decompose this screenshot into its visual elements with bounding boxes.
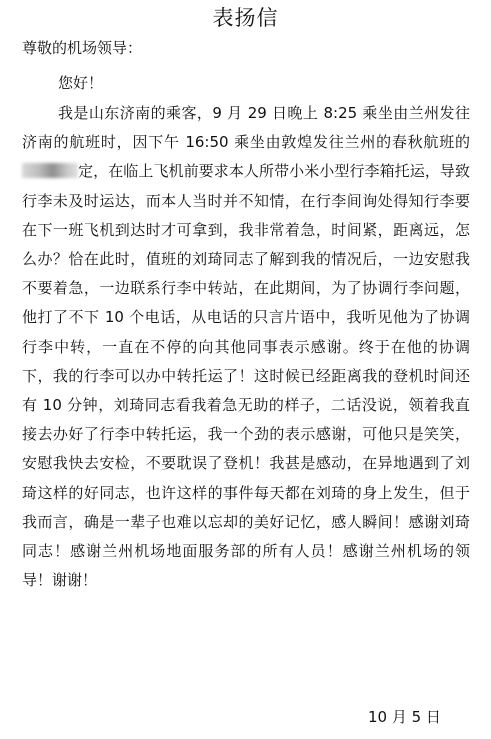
letter-body-redacted-tail: 定 [78,162,94,181]
redacted-text-blur [22,163,78,178]
letter-salutation: 尊敬的机场领导： [22,39,143,57]
letter-title: 表扬信 [212,6,279,30]
letter-date: 10 月 5 日 [368,708,441,726]
letter-body [22,99,470,595]
letter-body-part2: ，在临上飞机前要求本人所带小米小型行李箱托运，导致行李未及时运达，而本人当时并不知情，在行李间询处得知行李要在下一班飞机到达时才可拿到，我非常着急，时间紧，距离远，怎么办？恰在此时，值班的刘琦同志了解到我的情况后，一边安慰我不要着急，一边联系行李中转站，在此期间，为了协调行李问题，他打了不下 10 个电话，从电话的只言片语中，我听见他为了协调行李中转，一直在不停的向其他同事表示感谢。终于在他的协调下，我的行李可以办中转托运了！这时候已经距离我的登机时间还有 10 分钟，刘琦同志看我着急无助的样子，二话没说，领着我直接去办好了行李中转托运，我一个劲的表示感谢，可他只是笑笑，安慰我快去安检，不要耽误了登机！我甚是感动，在异地遇到了刘琦这样的好同志，也许这样的事件每天都在刘琦的身上发生，但于我而言，确是一辈子也难以忘却的美好记忆，感人瞬间！感谢刘琦同志！感谢兰州机场地面服务部的所有人员！感谢兰州机场的领导！谢谢！ [22,162,470,590]
letter-body-part1: 我是山东济南的乘客，9 月 29 日晚上 8:25 乘坐由兰州发往济南的航班时，因下午 16:50 乘坐由敦煌发往兰州的春秋航班的 [22,104,470,152]
letter-greeting: 您好！ [58,74,104,92]
